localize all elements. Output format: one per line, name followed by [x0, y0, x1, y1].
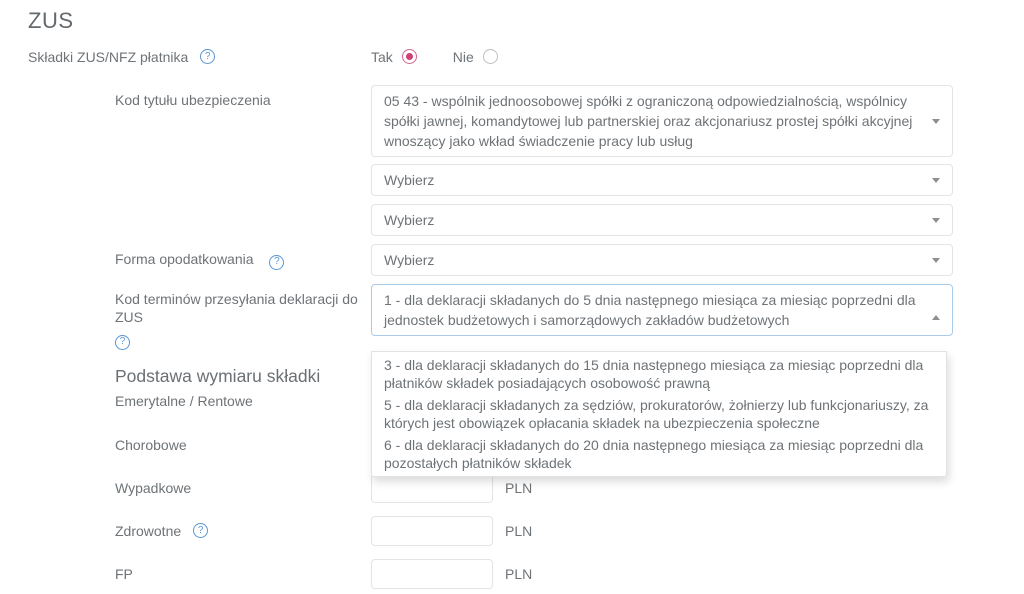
row-fp [115, 559, 1024, 589]
help-icon[interactable]: ? [193, 523, 208, 538]
select2-label [115, 164, 371, 196]
page-title: ZUS [28, 8, 74, 33]
chevron-up-icon [932, 315, 940, 320]
dropdown-option-6[interactable]: 6 - dla deklaracji składanych do 20 dnia następnego miesiąca za miesiąc poprzedni dla pozostałych płatników składek [384, 436, 924, 471]
kod-terminow-control [371, 284, 953, 471]
select2-select[interactable]: Wybierz [371, 164, 953, 196]
chevron-down-icon [932, 258, 940, 263]
fp-unit: PLN [505, 565, 533, 582]
platnik-radio-row [28, 48, 1024, 65]
help-icon[interactable]: ? [269, 255, 284, 270]
chorobowe-label: Chorobowe [115, 436, 187, 453]
zdrowotne-label: Zdrowotne [115, 522, 182, 539]
field-forma-opodatkowania [115, 244, 1024, 276]
forma-label-wrap [115, 244, 371, 276]
zdrowotne-label-wrap [115, 523, 371, 539]
forma-label: Forma opodatkowania [115, 251, 254, 267]
radio-selected-icon[interactable] [402, 49, 417, 64]
select3-label [115, 204, 371, 236]
wypadkowe-label: Wypadkowe [115, 479, 192, 496]
wypadkowe-unit: PLN [505, 479, 533, 496]
radio-unselected-icon[interactable] [483, 49, 498, 64]
platnik-label: Składki ZUS/NFZ płatnika [28, 48, 189, 65]
radio-nie-label: Nie [452, 48, 474, 65]
help-icon[interactable]: ? [115, 335, 130, 350]
chevron-down-icon [932, 178, 940, 183]
radio-option-tak[interactable] [371, 49, 417, 65]
platnik-label-wrap [28, 49, 371, 65]
kod-terminow-combobox[interactable]: 1 - dla deklaracji składanych do 5 dnia następnego miesiąca za miesiąc poprzedni dla jednostek budżetowych i samorządowych zakładów budżetowych [371, 284, 953, 336]
field-select3 [115, 204, 1024, 236]
zdrowotne-unit: PLN [505, 522, 533, 539]
kod-terminow-label: Kod terminów przesyłania deklaracji do ZUS [115, 291, 358, 325]
row-zdrowotne [115, 516, 1024, 546]
field-select2 [115, 164, 1024, 196]
select3-select[interactable]: Wybierz [371, 204, 953, 236]
dropdown-option-3[interactable]: 3 - dla deklaracji składanych do 15 dnia następnego miesiąca za miesiąc poprzedni dla płatników składek posiadających osobowość prawną [384, 356, 924, 391]
select2-control [371, 164, 953, 196]
wypadkowe-input[interactable] [371, 473, 493, 503]
dropdown-option-5[interactable]: 5 - dla deklaracji składanych za sędziów, prokuratorów, żołnierzy lub funkcjonariuszy, za których jest obowiązek opłacania składek na ubezpieczenia społeczne [384, 396, 929, 431]
zdrowotne-input[interactable] [371, 516, 493, 546]
help-icon[interactable]: ? [200, 49, 215, 64]
forma-control [371, 244, 953, 276]
forma-select[interactable]: Wybierz [371, 244, 953, 276]
kod-terminow-dropdown [371, 351, 947, 477]
kod-tytulu-control [371, 85, 953, 157]
field-kod-tytulu [115, 85, 1024, 157]
kod-tytulu-label: Kod tytułu ubezpieczenia [115, 92, 271, 108]
row-wypadkowe [115, 473, 1024, 503]
radio-tak-label: Tak [371, 48, 393, 65]
section-title-podstawa: Podstawa wymiaru składki [115, 365, 321, 386]
select3-control [371, 204, 953, 236]
kod-terminow-label-wrap [115, 284, 371, 350]
fp-label: FP [115, 565, 133, 582]
chevron-down-icon [932, 119, 940, 124]
radio-option-nie[interactable] [453, 49, 498, 65]
emerytalne-label: Emerytalne / Rentowe [115, 392, 253, 409]
kod-tytulu-select[interactable]: 05 43 - wspólnik jednoosobowej spółki z ograniczoną odpowiedzialnością, wspólnicy spółki jawnej, komandytowej lub partnerskiej oraz akcjonariusz prostej spółki akcyjnej wnoszący jako wkład świadczenie pracy lub usług [371, 85, 953, 157]
chevron-down-icon [932, 218, 940, 223]
zus-settings-page [0, 8, 1024, 589]
fp-input[interactable] [371, 559, 493, 589]
